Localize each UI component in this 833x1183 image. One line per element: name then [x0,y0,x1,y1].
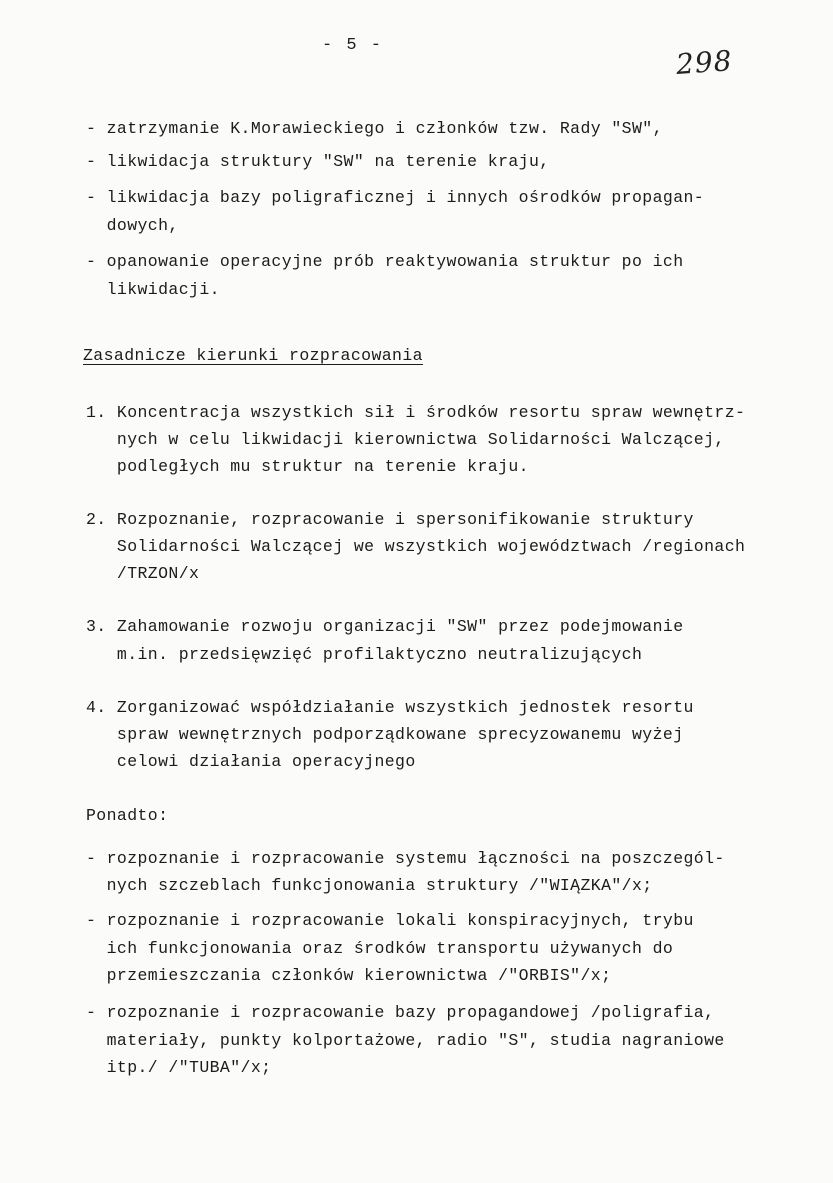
objective-line: likwidacji. [86,280,220,299]
objective-line: - zatrzymanie K.Morawieckiego i członków tzw. Rady "SW", [86,119,663,138]
direction-line: 4. Zorganizować współdziałanie wszystkich jednostek resortu [86,698,694,717]
objective-line: dowych, [86,216,179,235]
additional-line: ich funkcjonowania oraz środków transportu używanych do [86,939,674,958]
direction-line: 2. Rozpoznanie, rozpracowanie i spersonifikowanie struktury [86,510,694,529]
direction-line: m.in. przedsięwzięć profilaktyczno neutralizujących [86,645,643,664]
direction-line: podległych mu struktur na terenie kraju. [86,457,529,476]
objective-line: - opanowanie operacyjne prób reaktywowania struktur po ich [86,252,684,271]
direction-line: nych w celu likwidacji kierownictwa Solidarności Walczącej, [86,430,725,449]
direction-line: 1. Koncentracja wszystkich sił i środków resortu spraw wewnętrz- [86,403,746,422]
additional-line: - rozpoznanie i rozpracowanie lokali konspiracyjnych, trybu [86,911,694,930]
page-number: - 5 - [322,36,384,55]
additional-line: materiały, punkty kolportażowe, radio "S", studia nagraniowe [86,1031,725,1050]
objective-line: - likwidacja bazy poligraficznej i innych ośrodków propagan- [86,188,705,207]
additional-line: - rozpoznanie i rozpracowanie bazy propagandowej /poligrafia, [86,1003,715,1022]
direction-line: spraw wewnętrznych podporządkowane sprecyzowanemu wyżej [86,725,684,744]
handwritten-page-number: 298 [674,44,734,81]
direction-line: celowi działania operacyjnego [86,752,416,771]
additional-line: przemieszczania członków kierownictwa /"ORBIS"/x; [86,966,612,985]
direction-line: 3. Zahamowanie rozwoju organizacji "SW" przez podejmowanie [86,617,684,636]
additional-line: nych szczeblach funkcjonowania struktury /"WIĄZKA"/x; [86,876,653,895]
ponadto-label: Ponadto: [86,806,169,825]
section-heading: Zasadnicze kierunki rozpracowania [83,346,423,365]
additional-line: itp./ /"TUBA"/x; [86,1058,272,1077]
direction-line: /TRZON/x [86,564,200,583]
direction-line: Solidarności Walczącej we wszystkich województwach /regionach [86,537,746,556]
additional-line: - rozpoznanie i rozpracowanie systemu łączności na poszczegól- [86,849,725,868]
objective-line: - likwidacja struktury "SW" na terenie kraju, [86,152,550,171]
